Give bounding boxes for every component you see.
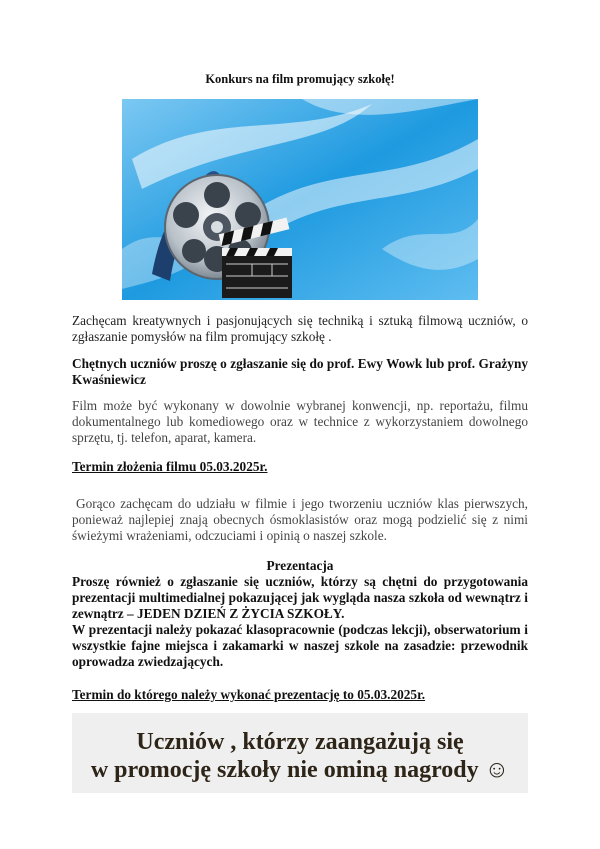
film-reel-clapperboard-icon	[122, 99, 478, 300]
banner-line-1: Uczniów , którzy zaangażują się	[136, 729, 464, 755]
intro-paragraph: Zachęcam kreatywnych i pasjonujących się techniką i sztuką filmową uczniów, o zgłaszanie pomysłów na film promujący szkołę .	[72, 313, 528, 344]
banner-line-2: w promocję szkoły nie ominą nagrody ☺	[90, 757, 510, 783]
first-year-paragraph: Gorąco zachęcam do udziału w filmie i jego tworzeniu uczniów klas pierwszych, ponieważ najlepiej znają obecnych ósmoklasistów oraz mogą podzielić się z nimi świeżymi wrażeniami, odczuciami i opinią o naszej szkole.	[72, 496, 528, 543]
film-deadline: Termin złożenia filmu 05.03.2025r.	[72, 459, 268, 474]
presentation-heading: Prezentacja	[266, 558, 334, 573]
presentation-deadline: Termin do którego należy wykonać prezentację to 05.03.2025r.	[72, 687, 426, 702]
presentation-body-2: W prezentacji należy pokazać klasopracownie (podczas lekcji), obserwatorium i wszystkie fajne miejsca i zakamarki w naszej szkole na zasadzie: przewodnik oprowadza zwiedzających.	[72, 622, 528, 669]
format-paragraph: Film może być wykonany w dowolnie wybranej konwencji, np. reportażu, filmu dokumentalnego lub komediowego oraz w technice z wykorzystaniem dowolnego sprzętu, tj. telefon, aparat, kamera.	[72, 398, 528, 445]
contact-paragraph: Chętnych uczniów proszę o zgłaszanie się do prof. Ewy Wowk lub prof. Grażyny Kwaśniewicz	[72, 356, 528, 387]
presentation-body: Proszę również o zgłaszanie się uczniów, którzy są chętni do przygotowania prezentacji multimedialnej pokazującej jak wygląda nasza szkoła od wewnątrz i zewnątrz – JEDEN DZIEŃ Z ŻYCIA SZKOŁY.	[72, 574, 528, 621]
reward-banner	[72, 713, 528, 793]
document-title: Konkurs na film promujący szkołę!	[205, 72, 395, 86]
presentation-paragraph	[72, 574, 528, 670]
